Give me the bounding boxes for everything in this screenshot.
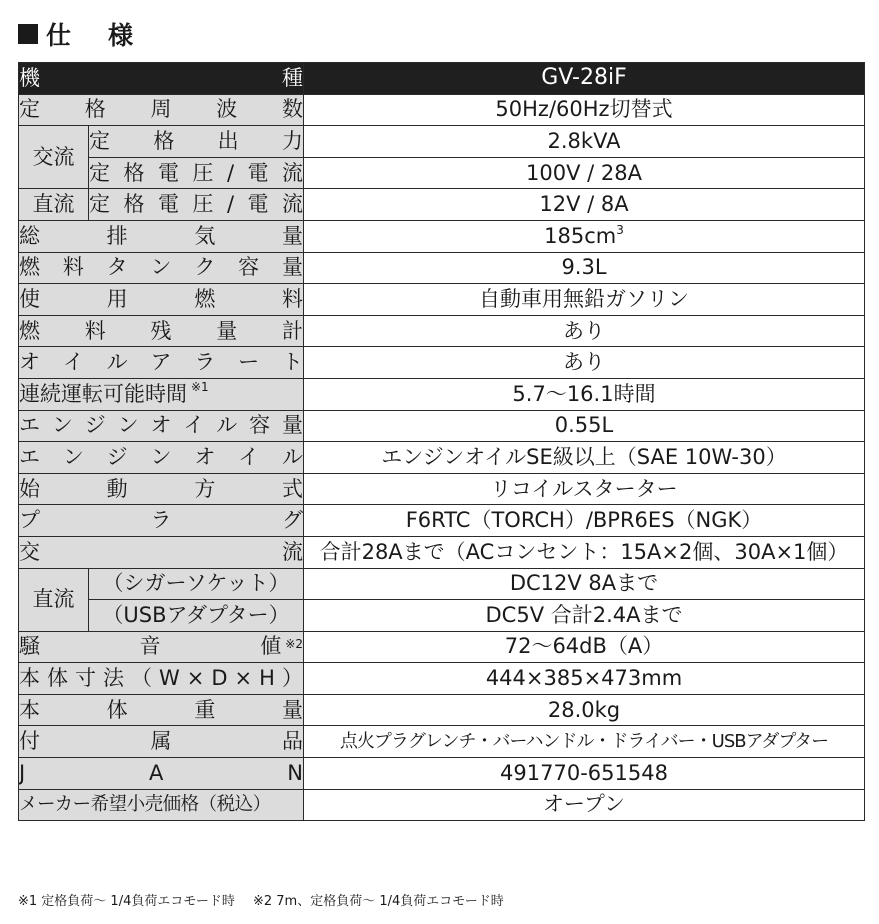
label-char: 寸 (75, 666, 96, 691)
section-title-text: 仕 様 (46, 21, 140, 50)
table-row (19, 189, 865, 221)
table-row (19, 726, 865, 758)
row-label (19, 473, 304, 505)
table-row (19, 505, 865, 537)
label-char: N (287, 760, 303, 785)
label-char: 方 (194, 476, 216, 501)
row-value: リコイルスターター (304, 473, 865, 505)
label-char: ジ (106, 444, 128, 469)
label-char: 電 (157, 192, 179, 217)
label-char: ル (216, 413, 238, 438)
table-row (19, 157, 865, 189)
label-char: ン (117, 413, 139, 438)
label-char: プ (19, 508, 40, 533)
table-row (19, 410, 865, 442)
row-value: 0.55L (304, 410, 865, 442)
label-char: ア (150, 350, 172, 375)
row-label (19, 410, 304, 442)
row-value: 12V / 8A (304, 189, 865, 221)
label-char: オ (194, 444, 216, 469)
label-char: ラ (150, 508, 172, 533)
note-marker: ※2 (285, 636, 303, 651)
square-bullet-icon (18, 24, 38, 44)
label-char: 定 (19, 97, 40, 122)
label-char: 付 (19, 729, 40, 754)
label-char: イ (183, 413, 205, 438)
label-char: ル (281, 444, 303, 469)
label-char: 量 (281, 255, 303, 280)
row-label (19, 536, 304, 568)
note-marker: ※1 (191, 379, 209, 394)
label-char: 流 (281, 192, 303, 217)
label-char: 計 (282, 318, 303, 343)
row-label (19, 63, 304, 95)
footnote-2: ※2 7m、定格負荷〜 1/4負荷エコモード時 (252, 894, 504, 909)
table-row (19, 126, 865, 158)
row-label: （USBアダプター） (89, 600, 304, 632)
label-char: ル (106, 350, 128, 375)
label-char: 燃 (19, 255, 40, 280)
row-value: 2.8kVA (304, 126, 865, 158)
row-value: 自動車用無鉛ガソリン (304, 284, 865, 316)
label-char: 用 (106, 286, 128, 311)
label-char: 流 (281, 160, 303, 185)
row-label (19, 347, 304, 379)
label-char: ラ (194, 350, 216, 375)
label-char: 本 (19, 666, 40, 691)
table-row (19, 600, 865, 632)
label-char: 燃 (194, 286, 216, 311)
label-char: / (226, 160, 235, 185)
label-char: 騒 (19, 634, 40, 659)
label-char: 格 (123, 192, 145, 217)
row-value: 444×385×473mm (304, 663, 865, 695)
row-value: 合計28Aまで（ACコンセント：15A×2個、30A×1個） (304, 536, 865, 568)
row-label: メーカー希望小売価格（税込） (19, 789, 304, 821)
label-char: 電 (157, 160, 179, 185)
label-char: 値 (260, 634, 282, 659)
label-char: ） (281, 666, 303, 691)
label-char: 波 (216, 97, 238, 122)
label-char: 残 (150, 318, 172, 343)
label-char: 量 (282, 413, 303, 438)
label-char: 定 (89, 160, 110, 185)
row-label (19, 94, 304, 126)
label-char: D (211, 666, 228, 691)
label-char: エ (19, 413, 40, 438)
table-row (19, 284, 865, 316)
label-char: 圧 (192, 192, 214, 217)
label-char: 式 (281, 476, 303, 501)
label-char: 定 (89, 192, 110, 217)
label-char: / (226, 192, 235, 217)
label-char: 体 (106, 697, 128, 722)
spec-table (18, 62, 865, 821)
label-char: ー (238, 350, 260, 375)
label-char: 量 (281, 223, 303, 248)
table-row (19, 347, 865, 379)
table-row (19, 758, 865, 790)
label-char: 本 (19, 697, 40, 722)
label-char: 容 (249, 413, 271, 438)
row-label (19, 220, 304, 252)
row-value: オープン (304, 789, 865, 821)
row-value: DC5V 合計2.4Aまで (304, 600, 865, 632)
label-char: 電 (247, 192, 269, 217)
label-char: 属 (150, 729, 172, 754)
table-row (19, 631, 865, 663)
label-char: グ (282, 508, 303, 533)
section-title (18, 14, 139, 54)
row-value: 9.3L (304, 252, 865, 284)
group-label: 直流 (19, 189, 89, 221)
row-label (19, 505, 304, 537)
label-char: 料 (84, 318, 106, 343)
label-char: 周 (150, 97, 172, 122)
model-value: GV-28iF (304, 63, 865, 95)
label-char: 音 (139, 634, 161, 659)
row-label (19, 284, 304, 316)
row-label (19, 315, 304, 347)
row-label (19, 758, 304, 790)
label-char: 動 (106, 476, 128, 501)
label-char: 燃 (19, 318, 40, 343)
row-label (89, 189, 304, 221)
table-row (19, 94, 865, 126)
label-char: イ (238, 444, 260, 469)
label-char: 重 (194, 697, 216, 722)
row-value: 491770-651548 (304, 758, 865, 790)
label-char: 料 (281, 286, 303, 311)
label-char: H (259, 666, 275, 691)
label-char: オ (19, 350, 40, 375)
label-char: ン (51, 413, 73, 438)
label-char: オ (150, 413, 172, 438)
label-char: 格 (123, 160, 145, 185)
row-label (89, 157, 304, 189)
label-char: × (234, 666, 253, 691)
row-value: 5.7〜16.1時間 (304, 378, 865, 410)
label-char: 交 (19, 539, 40, 564)
label-char: 総 (19, 223, 40, 248)
label-char: ン (150, 255, 172, 280)
row-value: 点火プラグレンチ・バーハンドル・ドライバー・USBアダプター (304, 726, 865, 758)
label-char: W (159, 666, 180, 691)
table-row (19, 252, 865, 284)
row-label (19, 631, 304, 663)
row-label (19, 663, 304, 695)
table-row (19, 315, 865, 347)
table-header-row (19, 63, 865, 95)
label-char: （ (131, 666, 152, 691)
label-char: ト (281, 350, 303, 375)
row-label: （シガーソケット） (89, 568, 304, 600)
label-char: ク (194, 255, 216, 280)
label-char: 体 (47, 666, 68, 691)
footnotes (18, 890, 504, 909)
label-char: 圧 (192, 160, 214, 185)
row-value: DC12V 8Aまで (304, 568, 865, 600)
table-row (19, 694, 865, 726)
label-char: 流 (282, 539, 303, 564)
row-value: F6RTC（TORCH）/BPR6ES（NGK） (304, 505, 865, 537)
label-char: 料 (62, 255, 84, 280)
label-char: 排 (106, 223, 128, 248)
label-char: ン (62, 444, 84, 469)
label-char: 出 (217, 128, 239, 153)
label-char: 種 (282, 65, 303, 90)
table-row (19, 220, 865, 252)
label-char: A (149, 760, 164, 785)
table-row (19, 536, 865, 568)
table-row (19, 568, 865, 600)
row-value: 50Hz/60Hz切替式 (304, 94, 865, 126)
label-char: × (186, 666, 205, 691)
footnote-1: ※1 定格負荷〜 1/4負荷エコモード時 (18, 894, 235, 909)
label-char: エ (19, 444, 40, 469)
table-row (19, 789, 865, 821)
label-char: 定 (89, 128, 110, 153)
label-char: 使 (19, 286, 40, 311)
row-value: 100V / 28A (304, 157, 865, 189)
label-char: 品 (282, 729, 303, 754)
row-value: 72〜64dB（A） (304, 631, 865, 663)
label-char: 量 (216, 318, 238, 343)
label-char: J (19, 760, 26, 785)
label-char: 始 (19, 476, 40, 501)
label-char: 格 (84, 97, 106, 122)
table-row (19, 442, 865, 474)
row-label (19, 726, 304, 758)
label-char: 法 (103, 666, 124, 691)
row-value: エンジンオイルSE級以上（SAE 10W-30） (304, 442, 865, 474)
group-label: 交流 (19, 126, 89, 189)
table-row (19, 663, 865, 695)
row-value: あり (304, 347, 865, 379)
label-char: タ (106, 255, 128, 280)
table-row (19, 473, 865, 505)
group-label: 直流 (19, 568, 89, 631)
table-row (19, 378, 865, 410)
label-char: 電 (247, 160, 269, 185)
row-value: あり (304, 315, 865, 347)
label-char: イ (62, 350, 84, 375)
label-char: ン (150, 444, 172, 469)
label-char: 容 (238, 255, 260, 280)
label-char: ジ (84, 413, 106, 438)
row-label (19, 694, 304, 726)
row-value: $185cm^3$ (304, 220, 865, 252)
row-label: 連続運転可能時間 $^{※1}$ (19, 378, 304, 410)
row-label (89, 126, 304, 158)
row-value: 28.0kg (304, 694, 865, 726)
label-char: 力 (281, 128, 303, 153)
label-char: 機 (19, 65, 40, 90)
label-char: 格 (153, 128, 175, 153)
label-char: 数 (282, 97, 303, 122)
label-char: 気 (194, 223, 216, 248)
label-char: 量 (281, 697, 303, 722)
row-label (19, 442, 304, 474)
row-label (19, 252, 304, 284)
